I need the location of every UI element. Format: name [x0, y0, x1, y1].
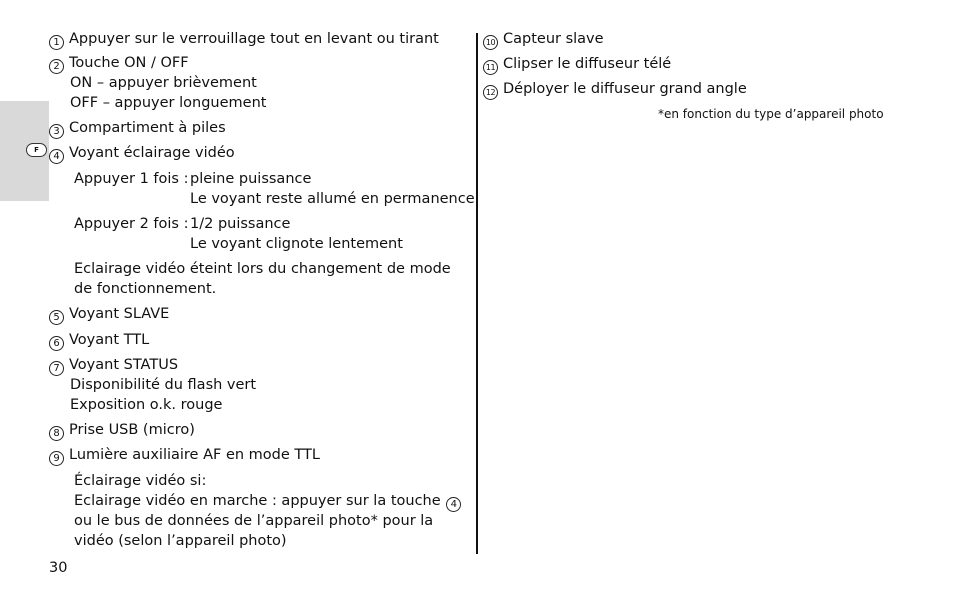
item-text: Déployer le diffuseur grand angle: [503, 81, 747, 97]
language-badge: F: [26, 143, 47, 157]
number-badge: 5: [49, 310, 64, 325]
item-9-line-2: ou le bus de données de l’appareil photo* pour la: [74, 513, 434, 529]
item-11: [483, 54, 671, 75]
item-9: [49, 445, 320, 466]
press-2-value: 1/2 puissance: [190, 216, 291, 232]
language-tab: [0, 101, 49, 201]
item-7: [49, 355, 178, 376]
item-text: Clipser le diffuseur télé: [503, 56, 672, 72]
item-9-line-1-text: Eclairage vidéo en marche : appuyer sur la touche: [74, 493, 441, 509]
item-4: [49, 143, 235, 164]
item-2-sub-on: ON – appuyer brièvement: [70, 75, 257, 91]
item-1: [49, 29, 439, 50]
number-badge: 7: [49, 361, 64, 376]
item-text: Lumière auxiliaire AF en mode TTL: [69, 447, 320, 463]
item-2: [49, 53, 189, 74]
item-2-sub-off: OFF – appuyer longuement: [70, 95, 267, 111]
item-4-note-line-2: de fonctionnement.: [74, 281, 217, 297]
number-badge-ref: 4: [446, 497, 461, 512]
number-badge: 4: [49, 149, 64, 164]
footnote: *en fonction du type d’appareil photo: [658, 107, 884, 121]
item-text: Touche ON / OFF: [69, 55, 189, 71]
item-text: Prise USB (micro): [69, 422, 195, 438]
item-7-sub-1: Disponibilité du flash vert: [70, 377, 257, 393]
item-5: [49, 304, 169, 325]
item-8: [49, 420, 195, 441]
number-badge: 12: [483, 85, 498, 100]
item-text: Appuyer sur le verrouillage tout en levant ou tirant: [69, 31, 439, 47]
press-1-note: Le voyant reste allumé en permanence: [190, 191, 475, 207]
number-badge: 2: [49, 59, 64, 74]
item-10: [483, 29, 604, 50]
item-text: Voyant STATUS: [69, 357, 179, 373]
item-6: [49, 330, 149, 351]
item-text: Capteur slave: [503, 31, 604, 47]
press-2-note: Le voyant clignote lentement: [190, 236, 403, 252]
number-badge: 3: [49, 124, 64, 139]
number-badge: 6: [49, 336, 64, 351]
press-1-label: Appuyer 1 fois :: [74, 171, 189, 187]
item-3: [49, 118, 226, 139]
item-text: Voyant éclairage vidéo: [69, 145, 235, 161]
item-7-sub-2: Exposition o.k. rouge: [70, 397, 223, 413]
item-12: [483, 79, 747, 100]
page-number: 30: [49, 560, 68, 576]
item-4-note-line-1: Eclairage vidéo éteint lors du changement de mode: [74, 261, 451, 277]
item-9-line-3: vidéo (selon l’appareil photo): [74, 533, 287, 549]
item-text: Voyant SLAVE: [69, 306, 170, 322]
item-text: Voyant TTL: [69, 332, 150, 348]
item-text: Compartiment à piles: [69, 120, 226, 136]
column-divider: [476, 33, 478, 554]
press-1-value: pleine puissance: [190, 171, 312, 187]
number-badge: 11: [483, 60, 498, 75]
item-9-line-1: [74, 491, 461, 512]
number-badge: 1: [49, 35, 64, 50]
item-9-sub-title: Éclairage vidéo si:: [74, 473, 207, 489]
number-badge: 9: [49, 451, 64, 466]
press-2-label: Appuyer 2 fois :: [74, 216, 189, 232]
number-badge: 10: [483, 35, 498, 50]
number-badge: 8: [49, 426, 64, 441]
